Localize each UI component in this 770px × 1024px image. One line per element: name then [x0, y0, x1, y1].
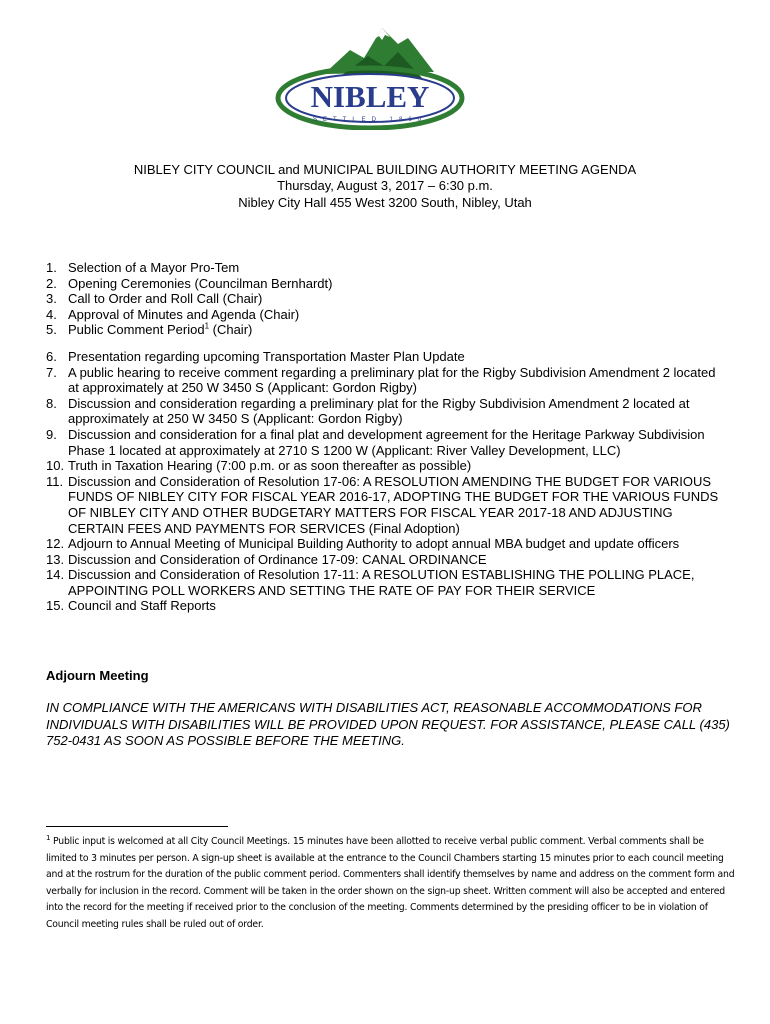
footnote-reference: 1	[204, 322, 210, 332]
agenda-item	[46, 567, 726, 598]
agenda-item-text: Selection of a Mayor Pro-Tem	[68, 260, 240, 275]
agenda-item-text: Truth in Taxation Hearing (7:00 p.m. or as soon thereafter as possible)	[68, 458, 472, 474]
logo-tagline: SETTLED 1860	[312, 117, 428, 123]
meeting-location: Nibley City Hall 455 West 3200 South, Nibley, Utah	[238, 195, 532, 210]
agenda-item-text: Adjourn to Annual Meeting of Municipal Building Authority to adopt annual MBA budget and update officers	[68, 536, 680, 552]
agenda-item	[46, 260, 726, 276]
agenda-item	[46, 598, 726, 614]
agenda-item-text: A public hearing to receive comment regarding a preliminary plat for the Rigby Subdivision Amendment 2 located at approximately at 250 W 3450 S (Applicant: Gordon Rigby)	[68, 364, 716, 396]
agenda-item-text: Call to Order and Roll Call (Chair)	[68, 291, 263, 307]
agenda-item	[46, 322, 726, 338]
logo-name: NIBLEY	[310, 79, 430, 114]
agenda-item-number: 7.	[46, 364, 57, 380]
agenda-item-text-suffix: (Chair)	[209, 322, 253, 338]
agenda-item	[46, 349, 726, 365]
agenda-item	[46, 458, 726, 474]
agenda-item-text: Discussion and consideration regarding a preliminary plat for the Rigby Subdivision Amendment 2 located at approximately at 250 W 3450 S (Applicant: Gordon Rigby)	[68, 395, 690, 427]
agenda-item-number: 10.	[46, 458, 65, 474]
agenda-item	[46, 291, 726, 307]
meeting-title: NIBLEY CITY COUNCIL and MUNICIPAL BUILDING AUTHORITY MEETING AGENDA	[133, 162, 637, 177]
agenda-item-text: Discussion and Consideration of Resolution 17-06: A RESOLUTION AMENDING THE BUDGET FOR VARIOUS FUNDS OF NIBLEY CITY FOR FISCAL YEAR 2016-17, ADOPTING THE BUDGET FOR THE VARIOUS FUNDS OF NIBLEY CITY AND OTHER BUDGETARY MATTERS FOR FISCAL YEAR 2017-18 AND ADJUSTING CERTAIN FEES AND PAYMENTS FOR SERVICES (Final Adoption)	[68, 473, 719, 536]
agenda-item-number: 11.	[46, 473, 64, 489]
nibley-logo-graphic	[272, 22, 468, 130]
agenda-item	[46, 552, 726, 568]
footnote-divider	[46, 826, 228, 827]
agenda-item-text: Public Comment Period	[68, 322, 205, 338]
footnote-text: Public input is welcomed at all City Council Meetings. 15 minutes have been allotted to receive verbal public comment. Verbal comments shall be limited to 3 minutes per person. A sign-up sheet is available at the entrance to the Council Chambers starting 15 minutes prior to each council meeting and at the rostrum for the duration of the public comment period. Commenters shall identify themselves by name and address on the comment form and verbally for inclusion in the record. Comment will be taken in the order shown on the sign-up sheet. Written comment will also be accepted and entered into the record for the meeting if received prior to the conclusion of the meeting. Comments determined by the presiding officer to be in violation of Council meeting rules shall be ruled out of order.	[46, 836, 735, 930]
agenda-item-number: 15.	[46, 598, 65, 614]
agenda-item-text: Opening Ceremonies (Councilman Bernhardt)	[68, 275, 333, 291]
agenda-item	[46, 276, 726, 292]
agenda-item-number: 4.	[46, 306, 57, 322]
agenda-item-number: 9.	[46, 426, 57, 442]
agenda-item	[46, 307, 726, 323]
agenda-item-number: 13.	[46, 551, 65, 567]
agenda-item-number: 14.	[46, 567, 65, 583]
agenda-item	[46, 365, 726, 396]
agenda-item-text: Presentation regarding upcoming Transportation Master Plan Update	[68, 348, 465, 364]
agenda-item-number: 5.	[46, 322, 57, 338]
agenda-item	[46, 427, 726, 458]
footnote	[46, 834, 736, 934]
agenda-item-number: 8.	[46, 395, 57, 411]
ada-notice: IN COMPLIANCE WITH THE AMERICANS WITH DISABILITIES ACT, REASONABLE ACCOMMODATIONS FOR INDIVIDUALS WITH DISABILITIES WILL BE PROVIDED UPON REQUEST. FOR ASSISTANCE, PLEASE CALL (435) 752-0431 AS SOON AS POSSIBLE BEFORE THE MEETING.	[46, 700, 730, 748]
agenda-item	[46, 474, 726, 536]
agenda-item-text: Discussion and consideration for a final plat and development agreement for the Heritage Parkway Subdivision Phase 1 located at approximately at 2710 S 1200 W (Applicant: River Valley Development, LLC)	[68, 426, 705, 458]
nibley-logo	[272, 22, 468, 130]
agenda-item-text: Discussion and Consideration of Resolution 17-11: A RESOLUTION ESTABLISHING THE POLLING PLACE, APPOINTING POLL WORKERS AND SETTING THE RATE OF PAY FOR THEIR SERVICE	[68, 567, 695, 598]
agenda-item-text: Discussion and Consideration of Ordinance 17-09: CANAL ORDINANCE	[68, 551, 487, 567]
agenda-item	[46, 536, 726, 552]
meeting-date: Thursday, August 3, 2017 – 6:30 p.m.	[277, 178, 493, 193]
agenda-list	[46, 260, 726, 614]
agenda-item	[46, 396, 726, 427]
agenda-item-text: Approval of Minutes and Agenda (Chair)	[68, 306, 300, 322]
agenda-item-number: 6.	[46, 348, 57, 364]
agenda-item-number: 3.	[46, 291, 57, 307]
adjourn-heading: Adjourn Meeting	[46, 668, 149, 683]
agenda-item-number: 1.	[46, 260, 57, 275]
agenda-item-number: 12.	[46, 536, 65, 552]
agenda-item-text: Council and Staff Reports	[68, 598, 216, 614]
agenda-item-number: 2.	[46, 275, 57, 291]
footnote-marker: 1	[46, 833, 51, 842]
